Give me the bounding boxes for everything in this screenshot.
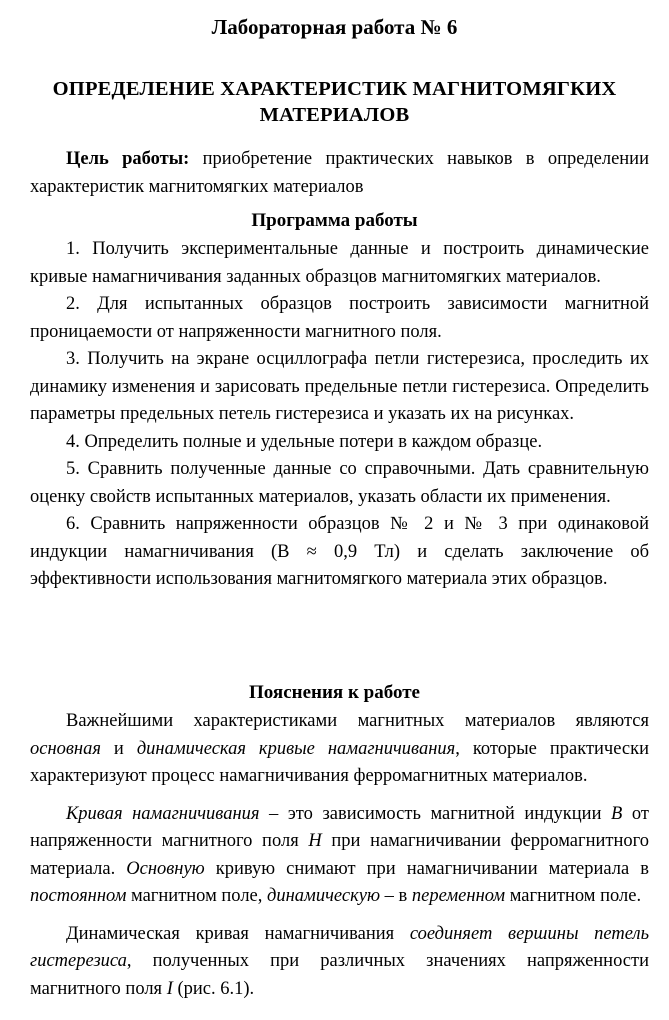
text-run: Важнейшими характеристиками магнитных материалов являются [66, 711, 649, 731]
text-run: (рис. 6.1). [172, 978, 255, 999]
italic-term: Основную [126, 858, 205, 879]
text-run: Динамическая кривая намагничивания [66, 923, 410, 944]
explanation-paragraph-2 [30, 801, 649, 911]
text-run: магнитном поле. [505, 886, 642, 906]
explanation-paragraph-1 [30, 708, 649, 791]
explanations-body [30, 708, 649, 1003]
italic-term: Кривая намагничивания [66, 803, 260, 824]
text-run: , полученных при различных значениях напряженности магнитного поля [30, 951, 649, 999]
program-item-5: 5. Сравнить полученные данные со справочными. Дать сравнительную оценку свойств испытанных материалов, указать области их применения. [30, 459, 649, 507]
text-run: при намагничивании ферромагнитного материала. [30, 831, 649, 879]
italic-term: соединяет вершины петель гистерезиса [30, 923, 649, 971]
goal-text: приобретение практических навыков в определении характеристик магнитомягких материалов [30, 149, 649, 197]
text-run: от напряженности магнитного поля [30, 803, 649, 851]
goal-paragraph [30, 146, 649, 201]
goal-label: Цель работы: [66, 149, 190, 169]
italic-term: постоянном [30, 886, 127, 906]
italic-symbol: I [166, 978, 173, 999]
italic-term: динамическая кривые намагничивания [136, 738, 456, 759]
text-run: – в [380, 886, 412, 906]
italic-symbol: B [611, 803, 623, 824]
italic-term: переменном [411, 886, 506, 906]
program-item-2: 2. Для испытанных образцов построить зависимости магнитной проницаемости от напряженности магнитного поля. [30, 294, 649, 342]
text-run: , которые практически характеризуют процесс намагничивания ферромагнитных материалов. [30, 738, 649, 786]
explanation-paragraph-3 [30, 921, 649, 1004]
program-item-3: 3. Получить на экране осциллографа петли гистерезиса, проследить их динамику изменения и зарисовать предельные петли гистерезиса. Определить параметры предельных петель гистерезиса и указать их на рисунках. [30, 349, 649, 424]
main-title-line-2: МАТЕРИАЛОВ [259, 104, 410, 126]
program-item-1: 1. Получить экспериментальные данные и построить динамические кривые намагничивания заданных образцов магнитомягких материалов. [30, 239, 649, 287]
text-run: кривую снимают при намагничивании материала в [204, 858, 649, 879]
main-title-line-1: ОПРЕДЕЛЕНИЕ ХАРАКТЕРИСТИК МАГНИТОМЯГКИХ [52, 78, 617, 100]
program-heading: Программа работы [251, 210, 418, 231]
italic-term: основная [30, 738, 101, 759]
italic-term: динамическую [267, 886, 381, 906]
text-run: – это зависимость магнитной индукции [259, 803, 612, 824]
main-title [20, 76, 649, 128]
program-list [30, 236, 649, 594]
explanations-heading: Пояснения к работе [249, 682, 420, 703]
text-run: магнитном поле, [126, 886, 268, 906]
lab-title: Лабораторная работа № 6 [211, 15, 458, 39]
text-run: и [100, 738, 137, 759]
program-item-6: 6. Сравнить напряженности образцов № 2 и № 3 при одинаковой индукции намагничивания (B ≈ 0,9 Тл) и сделать заключение об эффективности использования магнитомягкого материала этих образцов. [30, 514, 649, 589]
program-item-4: 4. Определить полные и удельные потери в каждом образце. [66, 431, 543, 452]
italic-symbol: H [308, 831, 322, 851]
